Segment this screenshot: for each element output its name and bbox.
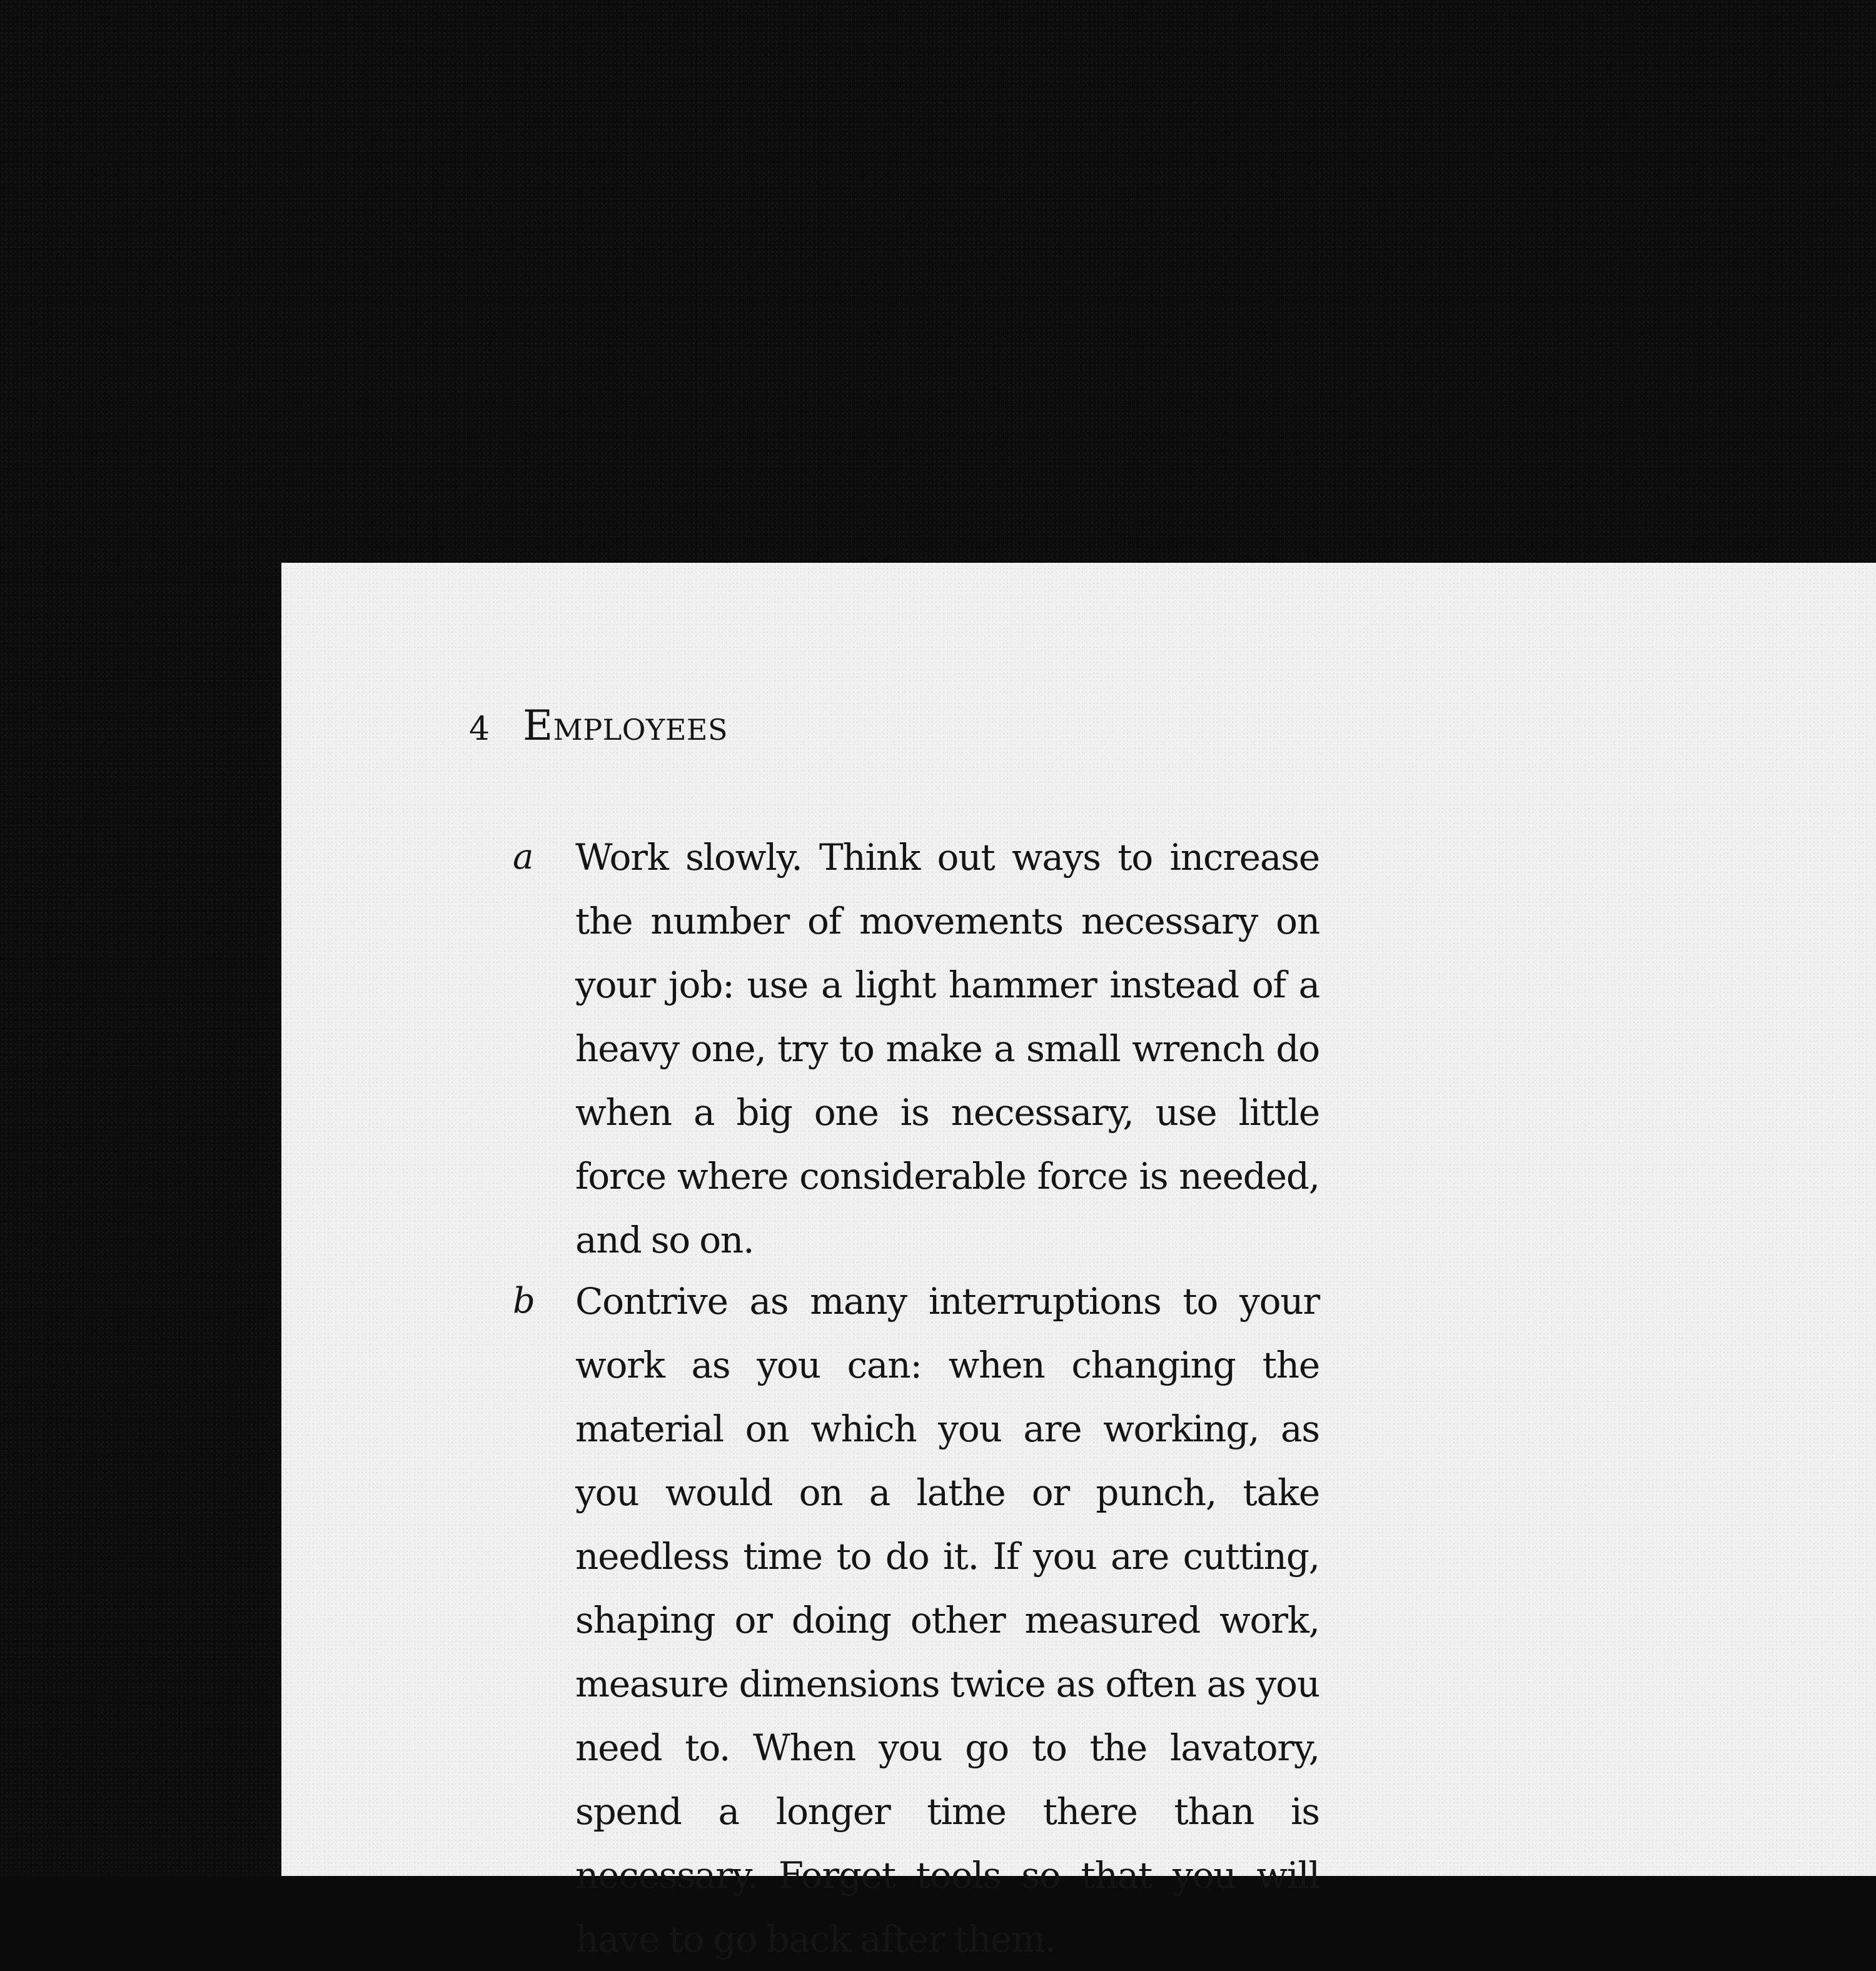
item-marker: a [513,837,534,877]
section-heading [469,702,728,750]
item-text: Work slowly. Think out ways to increase the number of movements necessary on your job: use a light hammer instead of a heavy one, try to make a small wrench do when a big one is necessary, use little force where considerable force is needed, and so on. [575,836,1319,1261]
section-number: 4 [469,710,490,748]
section-title: Employees [523,702,729,750]
item-text: Contrive as many interruptions to your work as you can: when changing the material on which you are working, as you would on a lathe or punch, take needless time to do it. If you are cutting, shaping or doing other measured work, measure dimensions twice as often as you need to. When you go to the lavatory, spend a longer time there than is necessary. Forget tools so that you will have to go back after them. [575,1280,1319,1960]
item-marker: b [513,1281,535,1321]
document-page [281,563,1876,1960]
